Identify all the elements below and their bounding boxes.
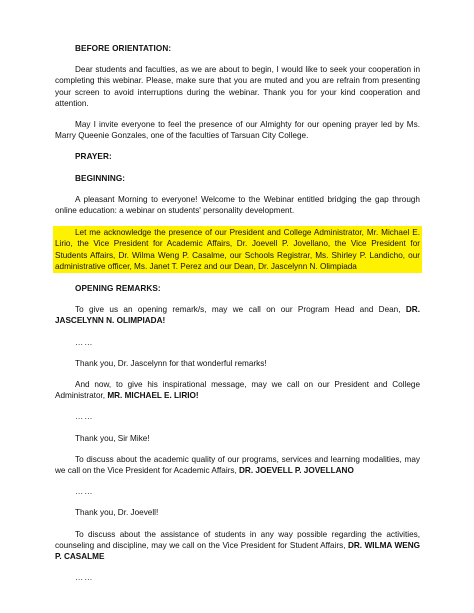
inspirational-message-paragraph: [55, 379, 420, 401]
before-orientation-heading: BEFORE ORIENTATION:: [75, 44, 172, 53]
dean-name: DR. JASCELYNN N. OLIMPIADA!: [55, 305, 420, 326]
ellipsis-4: ……: [75, 573, 94, 583]
vp-student-affairs-name: DR. WILMA WENG P. CASALME: [55, 540, 420, 562]
thank-sir-mike-line: Thank you, Sir Mike!: [75, 433, 150, 443]
acknowledgement-highlighted-paragraph: Let me acknowledge the presence of our President and College Administrator, Mr. Michael E. Lirio, the Vice President for Academic Affairs, Dr. Joevell P. Jovellano, the Vice President for Students Affairs, Dr. Wilma Weng P. Casalme, our Schools Registrar, Ms. Shirley P. Landicho, our administrative officer, Ms. Janet T. Perez and our Dean, Dr. Jascelynn N. Olimpiada: [53, 226, 422, 273]
ellipsis-2: ……: [75, 412, 94, 422]
opening-remark-call-text: To give us an opening remark/s, may we call on our Program Head and Dean,: [75, 305, 406, 315]
document-body: [55, 43, 420, 594]
opening-remark-call-paragraph: [55, 304, 420, 326]
prayer-heading: PRAYER:: [75, 152, 112, 162]
inspirational-message-text: And now, to give his inspirational message, may we call on our President and College Administrator,: [55, 380, 420, 401]
thank-joevell-line: Thank you, Dr. Joevell!: [75, 508, 159, 518]
student-affairs-text: To discuss about the assistance of students in any way possible regarding the activities, counseling and discipline, may we call on the Vice President for Student Affairs,: [55, 529, 420, 550]
academic-quality-paragraph: [55, 454, 420, 476]
cooperation-paragraph: Dear students and faculties, as we are about to begin, I would like to seek your cooperation in completing this webinar. Please, make sure that you are muted and you are refrain from presenting your screen to avoid interruptions during the webinar. Thank you for your kind cooperation and attention.: [55, 65, 420, 108]
beginning-heading: BEGINNING:: [75, 173, 126, 183]
opening-remarks-heading: OPENING REMARKS:: [75, 284, 161, 294]
vp-academic-name: DR. JOEVELL P. JOVELLANO: [239, 466, 354, 476]
student-affairs-paragraph: [55, 529, 420, 563]
academic-quality-text: To discuss about the academic quality of our programs, services and learning modalities, may we call on the Vice President for Academic Affairs,: [55, 454, 420, 476]
ellipsis-3: ……: [75, 487, 94, 497]
welcome-paragraph: A pleasant Morning to everyone! Welcome to the Webinar entitled bridging the gap through online education: a webinar on students' personality development.: [55, 194, 420, 216]
ellipsis-1: ……: [75, 337, 94, 347]
thank-dean-line: Thank you, Dr. Jascelynn for that wonderful remarks!: [75, 358, 267, 368]
opening-prayer-invitation: May I invite everyone to feel the presence of our Almighty for our opening prayer led by Ms. Marry Queenie Gonzales, one of the faculties of Tarsuan City College.: [55, 120, 420, 141]
president-name: MR. MICHAEL E. LIRIO!: [107, 391, 199, 401]
